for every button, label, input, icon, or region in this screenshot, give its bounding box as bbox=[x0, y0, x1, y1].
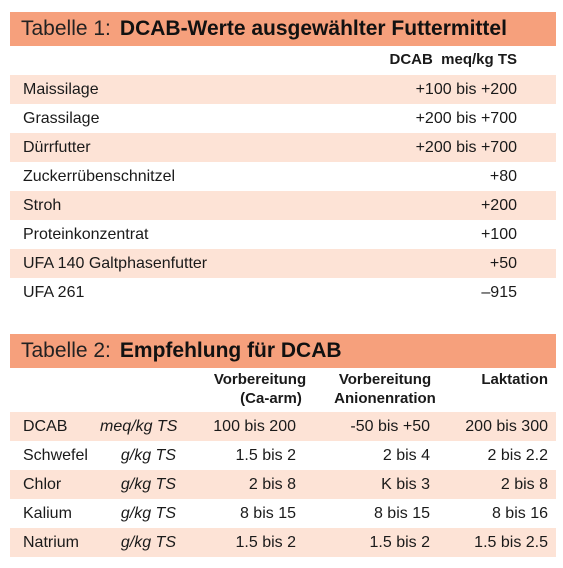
header-line: Vorbereitung bbox=[338, 371, 432, 388]
table1-title-bar bbox=[10, 12, 556, 46]
nutrient-name: Kalium bbox=[23, 504, 72, 522]
table2-title: Empfehlung für DCAB bbox=[119, 339, 342, 362]
value-vorbereitung-anionenration: 2 bis 4 bbox=[382, 446, 430, 464]
dcab-value: +100 bis +200 bbox=[415, 80, 517, 98]
unit: g/kg TS bbox=[120, 504, 176, 522]
feed-name: Grassilage bbox=[23, 109, 100, 127]
table1-row bbox=[10, 133, 556, 162]
value-vorbereitung-ca-arm: 2 bis 8 bbox=[248, 475, 296, 493]
value-vorbereitung-ca-arm: 1.5 bis 2 bbox=[235, 533, 296, 551]
value-laktation: 2 bis 8 bbox=[500, 475, 548, 493]
dcab-value: +80 bbox=[489, 167, 517, 185]
header-line: (Ca-arm) bbox=[240, 390, 302, 407]
header-laktation bbox=[481, 370, 548, 389]
nutrient-name: DCAB bbox=[23, 417, 68, 435]
dcab-value: +200 bis +700 bbox=[415, 109, 517, 127]
dcab-value: +200 bbox=[480, 196, 517, 214]
unit: g/kg TS bbox=[120, 475, 176, 493]
dcab-value: +50 bbox=[489, 254, 517, 272]
table1-row bbox=[10, 104, 556, 133]
table1-prefix: Tabelle 1: bbox=[21, 17, 111, 40]
table1-row bbox=[10, 278, 556, 307]
nutrient-name: Natrium bbox=[23, 533, 80, 551]
table2-row bbox=[10, 499, 556, 528]
value-vorbereitung-anionenration: 1.5 bis 2 bbox=[369, 533, 430, 551]
unit: g/kg TS bbox=[120, 446, 176, 464]
header-line: Laktation bbox=[481, 371, 548, 388]
table1-row bbox=[10, 191, 556, 220]
table2-row bbox=[10, 528, 556, 557]
feed-name: UFA 140 Galtphasenfutter bbox=[23, 254, 208, 272]
header-vorbereitung-anionenration bbox=[320, 370, 450, 408]
dcab-value: +100 bbox=[480, 225, 517, 243]
table1-row bbox=[10, 75, 556, 104]
header-line: Anionenration bbox=[334, 390, 436, 407]
value-laktation: 8 bis 16 bbox=[491, 504, 548, 522]
feed-name: Maissilage bbox=[23, 80, 99, 98]
unit: g/kg TS bbox=[120, 533, 176, 551]
value-vorbereitung-ca-arm: 100 bis 200 bbox=[213, 417, 296, 435]
dcab-value: –915 bbox=[481, 283, 517, 301]
table2-row bbox=[10, 441, 556, 470]
nutrient-name: Schwefel bbox=[23, 446, 88, 464]
table1-column-header-label: DCAB meq/kg TS bbox=[389, 51, 517, 68]
value-vorbereitung-anionenration: -50 bis +50 bbox=[350, 417, 430, 435]
dcab-value: +200 bis +700 bbox=[415, 138, 517, 156]
value-laktation: 2 bis 2.2 bbox=[487, 446, 548, 464]
feed-name: Zuckerrübenschnitzel bbox=[23, 167, 176, 185]
table2-column-headers bbox=[10, 370, 556, 416]
feed-name: Proteinkonzentrat bbox=[23, 225, 149, 243]
table1-row bbox=[10, 249, 556, 278]
feed-name: Dürrfutter bbox=[23, 138, 91, 156]
value-laktation: 1.5 bis 2.5 bbox=[474, 533, 548, 551]
value-vorbereitung-ca-arm: 1.5 bis 2 bbox=[235, 446, 296, 464]
table2-prefix: Tabelle 2: bbox=[21, 339, 111, 362]
header-line: Vorbereitung bbox=[213, 371, 307, 388]
table1-row bbox=[10, 162, 556, 191]
table2-title-bar bbox=[10, 334, 556, 368]
table1-title: DCAB-Werte ausgewählter Futtermittel bbox=[119, 17, 507, 40]
feed-name: Stroh bbox=[23, 196, 62, 214]
value-vorbereitung-anionenration: K bis 3 bbox=[381, 475, 430, 493]
unit: meq/kg TS bbox=[100, 417, 178, 435]
value-vorbereitung-anionenration: 8 bis 15 bbox=[373, 504, 430, 522]
value-laktation: 200 bis 300 bbox=[465, 417, 548, 435]
table2-row bbox=[10, 412, 556, 441]
table1-column-header bbox=[10, 46, 556, 74]
value-vorbereitung-ca-arm: 8 bis 15 bbox=[239, 504, 296, 522]
table1-row bbox=[10, 220, 556, 249]
feed-name: UFA 261 bbox=[23, 283, 85, 301]
table2-row bbox=[10, 470, 556, 499]
nutrient-name: Chlor bbox=[23, 475, 62, 493]
header-vorbereitung-ca-arm bbox=[195, 370, 325, 408]
